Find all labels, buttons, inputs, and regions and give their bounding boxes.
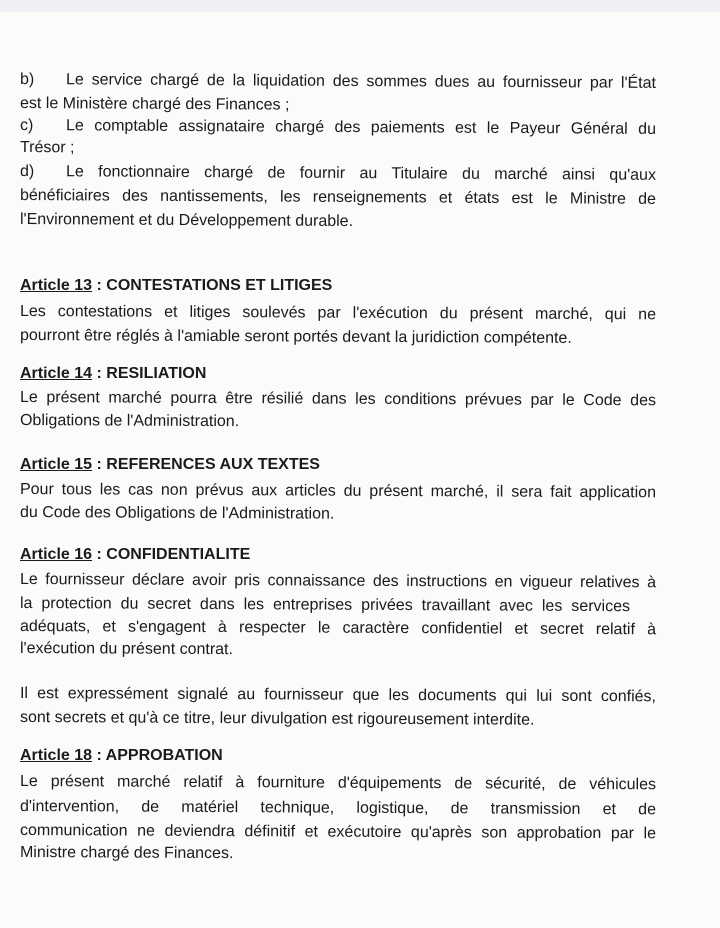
article-16-line-2: la protection du secret dans les entreprises privées travaillant avec les services <box>19 595 631 616</box>
article-18-heading <box>20 746 223 766</box>
article-13-line-1: Les contestations et litiges soulevés par l'exécution du présent marché, qui ne <box>19 303 657 324</box>
article-16-para2-line-2: sont secrets et qu'à ce titre, leur divulgation est rigoureusement interdite. <box>19 709 535 729</box>
article-14-line-1: Le présent marché pourra être résilié dans les conditions prévues par le Code des <box>19 389 657 410</box>
article-16-line-4: l'exécution du présent contrat. <box>19 640 234 659</box>
item-c-line-2: Trésor ; <box>19 139 75 157</box>
article-18-number: Article 18 <box>20 747 93 764</box>
article-14-line-2: Obligations de l'Administration. <box>19 412 240 431</box>
item-d-line-3: l'Environnement et du Développement durable. <box>19 211 354 231</box>
item-b-text: Le service chargé de la liquidation des sommes dues au fournisseur par l'État <box>65 71 657 92</box>
item-b-label: b) <box>19 71 35 89</box>
article-16-line-1: Le fournisseur déclare avoir pris connaissance des instructions en vigueur relatives à <box>19 571 657 592</box>
article-15-line-1: Pour tous les cas non prévus aux articles du présent marché, il sera fait application <box>19 481 657 502</box>
item-c-text: Le comptable assignataire chargé des paiements est le Payeur Général du <box>65 117 657 138</box>
article-18-line-2: d'intervention, de matériel technique, logistique, de transmission et de <box>19 798 657 819</box>
article-18-title: : APPROBATION <box>92 747 223 764</box>
article-15-number: Article 15 <box>20 456 93 473</box>
article-15-title: : REFERENCES AUX TEXTES <box>92 456 320 473</box>
article-14-heading <box>20 364 206 384</box>
item-d-line-2: bénéficiaires des nantissements, les renseignements et états est le Ministre de <box>19 187 657 208</box>
article-13-title: : CONTESTATIONS ET LITIGES <box>92 277 333 294</box>
article-13-number: Article 13 <box>20 277 93 294</box>
article-14-number: Article 14 <box>20 365 93 382</box>
article-15-line-2: du Code des Obligations de l'Administration. <box>19 504 335 523</box>
item-d-label: d) <box>19 163 35 181</box>
item-c-label: c) <box>19 117 34 135</box>
article-16-line-3: adéquats, et s'engagent à respecter le caractère confidentiel et secret relatif à <box>19 618 657 639</box>
article-14-title: : RESILIATION <box>92 365 207 382</box>
article-18-line-4: Ministre chargé des Finances. <box>19 844 234 863</box>
article-16-title: : CONFIDENTIALITE <box>92 546 251 563</box>
article-13-line-2: pourront être réglés à l'amiable seront portés devant la juridiction compétente. <box>19 327 572 347</box>
item-c-line-1 <box>20 116 656 140</box>
article-13-heading <box>20 276 332 296</box>
item-d-text: Le fonctionnaire chargé de fournir au Titulaire du marché ainsi qu'aux <box>65 163 657 184</box>
item-d-line-1 <box>20 162 656 186</box>
article-18-line-1: Le présent marché relatif à fourniture d'équipements de sécurité, de véhicules <box>19 773 657 794</box>
article-15-heading <box>20 455 320 475</box>
article-16-para2-line-1: Il est expressément signalé au fournisseur que les documents qui lui sont confiés, <box>19 685 657 706</box>
article-18-line-3: communication ne deviendra définitif et exécutoire qu'après son approbation par le <box>19 822 657 843</box>
item-b-line-2: est le Ministère chargé des Finances ; <box>19 95 290 114</box>
item-b-line-1 <box>20 70 656 94</box>
article-16-heading <box>20 545 250 565</box>
article-16-number: Article 16 <box>20 546 93 563</box>
